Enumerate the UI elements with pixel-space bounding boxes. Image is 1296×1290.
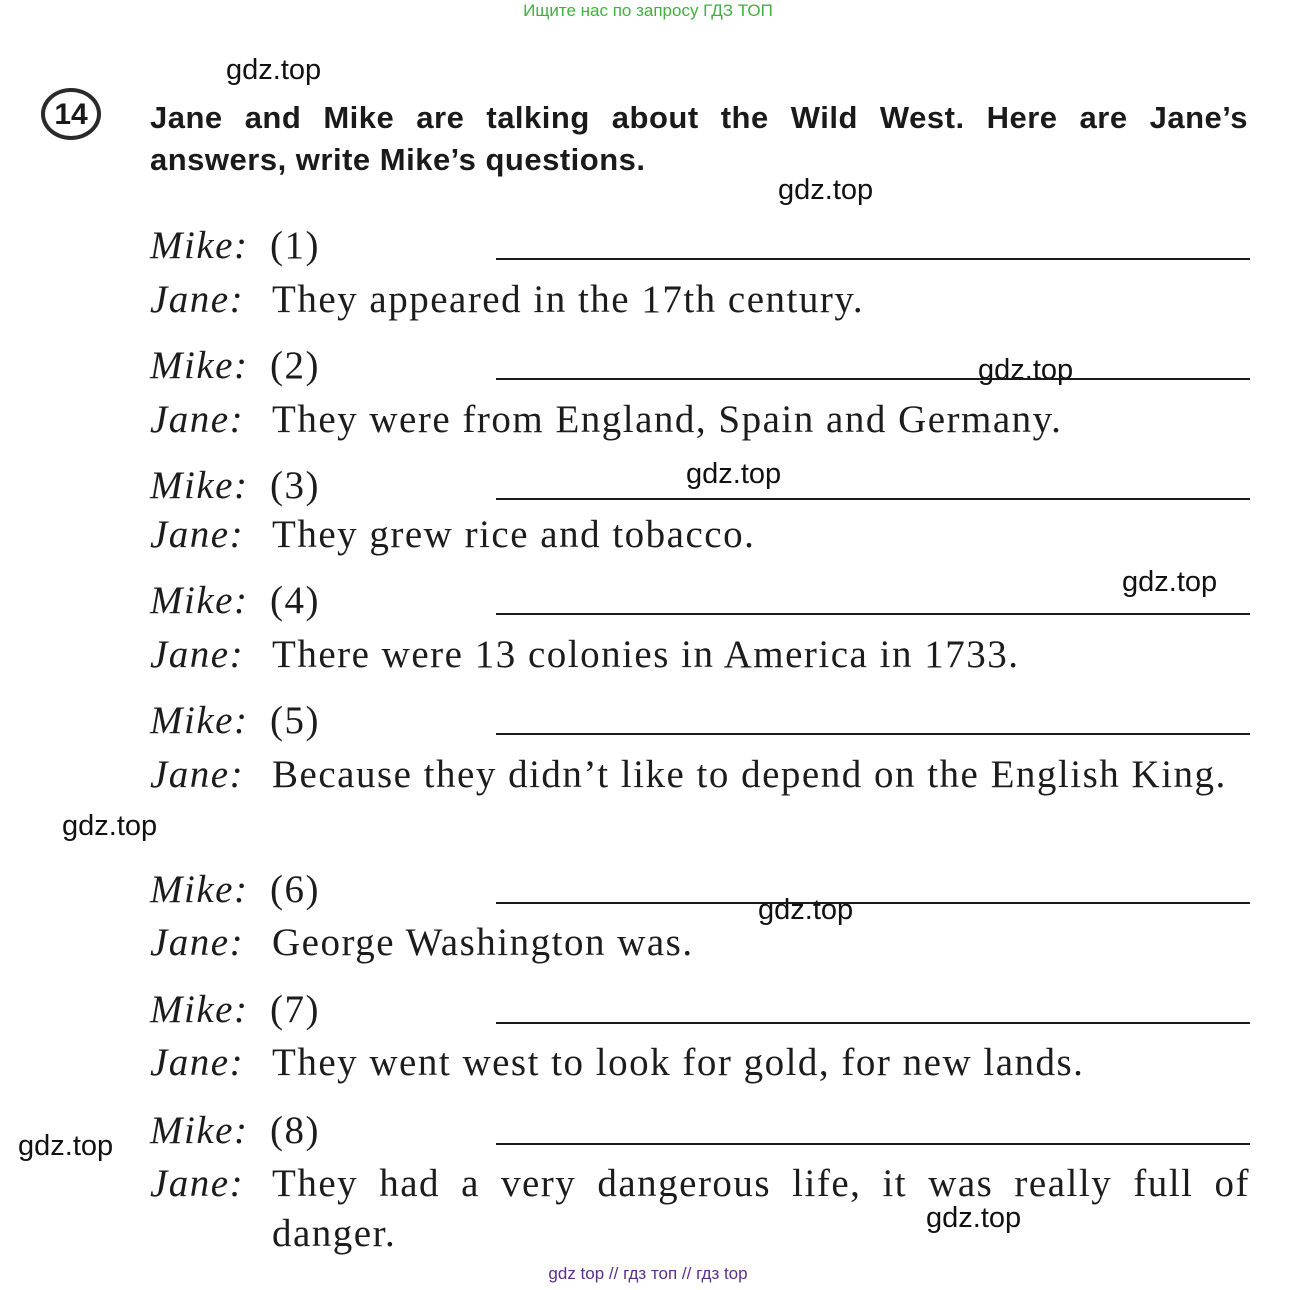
question-number: (1) — [270, 224, 320, 267]
answer-blank-line[interactable] — [496, 1022, 1250, 1024]
speaker-label-jane: Jane: — [150, 278, 245, 321]
question-number: (8) — [270, 1109, 320, 1152]
watermark: gdz.top — [1122, 566, 1218, 598]
question-number: (7) — [270, 988, 320, 1031]
watermark: gdz.top — [226, 54, 322, 86]
mike-question-line — [150, 222, 1250, 270]
watermark: gdz.top — [758, 894, 854, 926]
answer-blank-line[interactable] — [496, 378, 1250, 380]
question-number: (4) — [270, 579, 320, 622]
jane-answer-text: They were from England, Spain and Germany. — [272, 398, 1063, 441]
speaker-label-mike: Mike: — [150, 699, 249, 742]
jane-answer-text: George Washington was. — [272, 921, 694, 964]
bottom-banner: gdz top // гдз топ // гдз top — [548, 1264, 748, 1283]
question-number: (3) — [270, 464, 320, 507]
mike-question-line — [150, 342, 1250, 390]
jane-answer-text: They went west to look for gold, for new lands. — [272, 1041, 1085, 1084]
speaker-label-jane: Jane: — [150, 921, 245, 964]
answer-blank-line[interactable] — [496, 1143, 1250, 1145]
mike-question-line — [150, 1107, 1250, 1155]
exercise-instruction: Jane and Mike are talking about the Wild West. Here are Jane’s answers, write Mike’s questions. — [150, 100, 1248, 177]
speaker-label-jane: Jane: — [150, 1041, 245, 1084]
watermark: gdz.top — [778, 174, 874, 206]
speaker-label-mike: Mike: — [150, 579, 249, 622]
speaker-label-mike: Mike: — [150, 868, 249, 911]
question-number: (5) — [270, 699, 320, 742]
jane-answer-text: They appeared in the 17th century. — [272, 278, 865, 321]
watermark: gdz.top — [926, 1202, 1022, 1234]
watermark: gdz.top — [978, 354, 1074, 386]
jane-answer-text: They grew rice and tobacco. — [272, 513, 756, 556]
answer-blank-line[interactable] — [496, 902, 1250, 904]
question-number: (2) — [270, 344, 320, 387]
exercise-number-badge: 14 — [41, 88, 101, 140]
speaker-label-mike: Mike: — [150, 464, 249, 507]
mike-question-line — [150, 577, 1250, 625]
mike-question-line — [150, 866, 1250, 914]
speaker-label-mike: Mike: — [150, 344, 249, 387]
speaker-label-mike: Mike: — [150, 224, 249, 267]
jane-answer-text: There were 13 colonies in America in 1733. — [272, 633, 1020, 676]
watermark: gdz.top — [62, 810, 158, 842]
speaker-label-mike: Mike: — [150, 988, 249, 1031]
speaker-label-jane: Jane: — [150, 398, 245, 441]
jane-answer-text: Because they didn’t like to depend on the English King. — [272, 753, 1227, 796]
mike-question-line — [150, 462, 1250, 510]
speaker-label-jane: Jane: — [150, 513, 245, 556]
watermark: gdz.top — [18, 1130, 114, 1162]
answer-blank-line[interactable] — [496, 733, 1250, 735]
watermark: gdz.top — [686, 458, 782, 490]
mike-question-line — [150, 697, 1250, 745]
question-number: (6) — [270, 868, 320, 911]
speaker-label-mike: Mike: — [150, 1109, 249, 1152]
speaker-label-jane: Jane: — [150, 753, 245, 796]
top-banner: Ищите нас по запросу ГДЗ ТОП — [523, 1, 773, 20]
mike-question-line — [150, 986, 1250, 1034]
answer-blank-line[interactable] — [496, 613, 1250, 615]
jane-answer-text: They had a very dangerous life, it was really full of danger. — [272, 1162, 1250, 1255]
speaker-label-jane: Jane: — [150, 1162, 245, 1205]
speaker-label-jane: Jane: — [150, 633, 245, 676]
answer-blank-line[interactable] — [496, 498, 1250, 500]
answer-blank-line[interactable] — [496, 258, 1250, 260]
